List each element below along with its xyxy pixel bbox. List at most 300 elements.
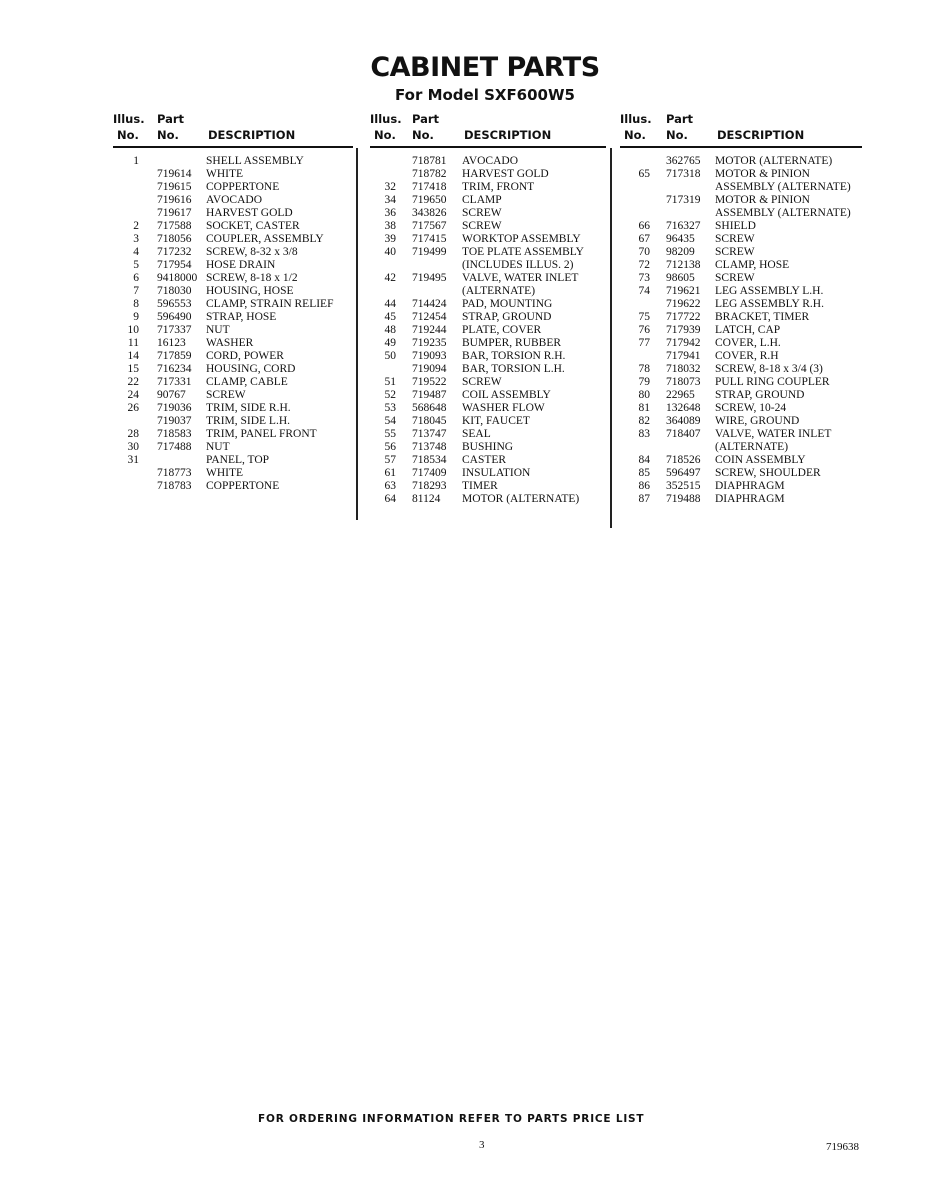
header-illus-1: Illus. [113, 112, 145, 126]
part-number: 717954 [157, 259, 192, 271]
part-number: 718407 [666, 428, 701, 440]
illus-number: 45 [384, 311, 396, 323]
part-number: 719244 [412, 324, 447, 336]
illus-number: 83 [638, 428, 650, 440]
description: CLAMP [462, 194, 502, 206]
part-number: 718583 [157, 428, 192, 440]
header-description: DESCRIPTION [717, 128, 805, 142]
table-row [620, 155, 862, 168]
table-row [113, 415, 353, 428]
part-number: 714424 [412, 298, 447, 310]
description: NUT [206, 324, 230, 336]
table-row [113, 194, 353, 207]
illus-number: 48 [384, 324, 396, 336]
table-row [620, 467, 862, 480]
header-part-1: Part [666, 112, 694, 126]
description: WHITE [206, 168, 244, 180]
description: SCREW [715, 246, 755, 258]
table-row [370, 220, 606, 233]
table-row [113, 155, 353, 168]
illus-number: 57 [384, 454, 396, 466]
parts-table [113, 155, 353, 493]
description: INSULATION [462, 467, 531, 479]
illus-number: 76 [638, 324, 650, 336]
description: COIL ASSEMBLY [462, 389, 551, 401]
description: PLATE, COVER [462, 324, 542, 336]
part-number: 719488 [666, 493, 701, 505]
description: STRAP, GROUND [715, 389, 805, 401]
part-number: 718781 [412, 155, 447, 167]
description: COVER, L.H. [715, 337, 781, 349]
table-row [113, 376, 353, 389]
illus-number: 39 [384, 233, 396, 245]
description: HARVEST GOLD [462, 168, 549, 180]
part-number: 716234 [157, 363, 192, 375]
description: WHITE [206, 467, 244, 479]
part-number: 96435 [666, 233, 695, 245]
part-number: 719499 [412, 246, 447, 258]
illus-number: 44 [384, 298, 396, 310]
illus-number: 8 [133, 298, 139, 310]
table-row [113, 363, 353, 376]
illus-number: 87 [638, 493, 650, 505]
description: PAD, MOUNTING [462, 298, 553, 310]
description: TRIM, FRONT [462, 181, 535, 193]
table-row [370, 376, 606, 389]
table-row [620, 441, 862, 454]
table-row [620, 311, 862, 324]
illus-number: 34 [384, 194, 396, 206]
table-row [620, 246, 862, 259]
parts-column-2 [370, 112, 606, 506]
illus-number: 50 [384, 350, 396, 362]
illus-number: 40 [384, 246, 396, 258]
part-number: 718030 [157, 285, 192, 297]
description: HOUSING, HOSE [206, 285, 294, 297]
part-number: 712454 [412, 311, 447, 323]
column-header [113, 112, 353, 148]
page-title: CABINET PARTS [370, 52, 600, 83]
table-row [620, 480, 862, 493]
description: COIN ASSEMBLY [715, 454, 806, 466]
description: COPPERTONE [206, 480, 280, 492]
table-row [113, 324, 353, 337]
part-number: 719614 [157, 168, 192, 180]
table-row [113, 272, 353, 285]
description: WORKTOP ASSEMBLY [462, 233, 581, 245]
part-number: 719621 [666, 285, 701, 297]
table-row [113, 337, 353, 350]
part-number: 364089 [666, 415, 701, 427]
description: HARVEST GOLD [206, 207, 293, 219]
illus-number: 66 [638, 220, 650, 232]
part-number: 596497 [666, 467, 701, 479]
table-row [370, 285, 606, 298]
part-number: 713747 [412, 428, 447, 440]
table-row [113, 246, 353, 259]
part-number: 719235 [412, 337, 447, 349]
description: TRIM, PANEL FRONT [206, 428, 317, 440]
description: ASSEMBLY (ALTERNATE) [715, 181, 851, 193]
description: SCREW, SHOULDER [715, 467, 821, 479]
table-row [620, 493, 862, 506]
description: COUPLER, ASSEMBLY [206, 233, 324, 245]
illus-number: 56 [384, 441, 396, 453]
illus-number: 81 [638, 402, 650, 414]
illus-number: 26 [127, 402, 139, 414]
description: BAR, TORSION L.H. [462, 363, 565, 375]
table-row [113, 350, 353, 363]
part-number: 718073 [666, 376, 701, 388]
description: TIMER [462, 480, 498, 492]
illus-number: 85 [638, 467, 650, 479]
parts-table [620, 155, 862, 506]
illus-number: 70 [638, 246, 650, 258]
parts-column-3 [620, 112, 862, 506]
description: CASTER [462, 454, 507, 466]
illus-number: 52 [384, 389, 396, 401]
part-number: 717337 [157, 324, 192, 336]
description: MOTOR (ALTERNATE) [715, 155, 833, 167]
part-number: 717318 [666, 168, 701, 180]
table-row [620, 220, 862, 233]
header-illus-2: No. [117, 128, 139, 142]
table-row [620, 207, 862, 220]
illus-number: 72 [638, 259, 650, 271]
table-row [620, 428, 862, 441]
description: COVER, R.H [715, 350, 779, 362]
part-number: 713748 [412, 441, 447, 453]
description: TOE PLATE ASSEMBLY [462, 246, 584, 258]
description: BUSHING [462, 441, 514, 453]
part-number: 719617 [157, 207, 192, 219]
description: MOTOR (ALTERNATE) [462, 493, 580, 505]
description: AVOCADO [462, 155, 519, 167]
part-number: 719650 [412, 194, 447, 206]
header-illus-2: No. [624, 128, 646, 142]
table-row [370, 155, 606, 168]
illus-number: 78 [638, 363, 650, 375]
part-number: 718293 [412, 480, 447, 492]
table-row [620, 324, 862, 337]
table-row [370, 337, 606, 350]
illus-number: 30 [127, 441, 139, 453]
illus-number: 53 [384, 402, 396, 414]
table-row [620, 363, 862, 376]
part-number: 718773 [157, 467, 192, 479]
part-number: 596553 [157, 298, 192, 310]
description: DIAPHRAGM [715, 480, 785, 492]
part-number: 22965 [666, 389, 695, 401]
description: SCREW, 8-18 x 3/4 (3) [715, 363, 823, 375]
description: (INCLUDES ILLUS. 2) [462, 259, 574, 271]
illus-number: 6 [133, 272, 139, 284]
description: KIT, FAUCET [462, 415, 530, 427]
illus-number: 79 [638, 376, 650, 388]
part-number: 596490 [157, 311, 192, 323]
table-row [620, 376, 862, 389]
description: CLAMP, STRAIN RELIEF [206, 298, 334, 310]
illus-number: 1 [133, 155, 139, 167]
illus-number: 82 [638, 415, 650, 427]
table-row [370, 168, 606, 181]
illus-number: 49 [384, 337, 396, 349]
description: SEAL [462, 428, 491, 440]
illus-number: 77 [638, 337, 650, 349]
illus-number: 22 [127, 376, 139, 388]
illus-number: 10 [127, 324, 139, 336]
part-number: 362765 [666, 155, 701, 167]
part-number: 717722 [666, 311, 701, 323]
part-number: 717859 [157, 350, 192, 362]
part-number: 718032 [666, 363, 701, 375]
part-number: 717331 [157, 376, 192, 388]
description: HOUSING, CORD [206, 363, 296, 375]
part-number: 568648 [412, 402, 447, 414]
table-row [620, 233, 862, 246]
illus-number: 7 [133, 285, 139, 297]
description: PANEL, TOP [206, 454, 270, 466]
part-number: 717232 [157, 246, 192, 258]
illus-number: 31 [127, 454, 139, 466]
header-description: DESCRIPTION [208, 128, 296, 142]
table-row [113, 454, 353, 467]
table-row [370, 441, 606, 454]
part-number: 717319 [666, 194, 701, 206]
column-header [620, 112, 862, 148]
part-number: 16123 [157, 337, 186, 349]
part-number: 712138 [666, 259, 701, 271]
part-number: 717418 [412, 181, 447, 193]
description: SCREW, 8-32 x 3/8 [206, 246, 298, 258]
description: SCREW [206, 389, 246, 401]
illus-number: 75 [638, 311, 650, 323]
table-row [370, 246, 606, 259]
illus-number: 73 [638, 272, 650, 284]
part-number: 717567 [412, 220, 447, 232]
table-row [370, 389, 606, 402]
illus-number: 24 [127, 389, 139, 401]
description: SCREW [462, 207, 502, 219]
table-row [370, 428, 606, 441]
header-part-2: No. [157, 128, 179, 142]
table-row [370, 207, 606, 220]
illus-number: 64 [384, 493, 396, 505]
table-row [113, 285, 353, 298]
table-row [620, 259, 862, 272]
part-number: 719037 [157, 415, 192, 427]
illus-number: 38 [384, 220, 396, 232]
illus-number: 84 [638, 454, 650, 466]
part-number: 719094 [412, 363, 447, 375]
part-number: 718045 [412, 415, 447, 427]
description: WASHER [206, 337, 254, 349]
part-number: 719615 [157, 181, 192, 193]
illus-number: 51 [384, 376, 396, 388]
illus-number: 80 [638, 389, 650, 401]
description: SCREW [462, 220, 502, 232]
column-divider [356, 148, 358, 520]
description: MOTOR & PINION [715, 168, 810, 180]
description: SOCKET, CASTER [206, 220, 300, 232]
table-row [370, 233, 606, 246]
illus-number: 86 [638, 480, 650, 492]
description: SCREW [715, 233, 755, 245]
illus-number: 32 [384, 181, 396, 193]
part-number: 718056 [157, 233, 192, 245]
description: LEG ASSEMBLY R.H. [715, 298, 824, 310]
part-number: 717409 [412, 467, 447, 479]
header-illus-1: Illus. [370, 112, 402, 126]
part-number: 98209 [666, 246, 695, 258]
part-number: 719495 [412, 272, 447, 284]
table-row [113, 220, 353, 233]
parts-table [370, 155, 606, 506]
part-number: 717415 [412, 233, 447, 245]
table-row [620, 337, 862, 350]
part-number: 718783 [157, 480, 192, 492]
description: LATCH, CAP [715, 324, 781, 336]
part-number: 717488 [157, 441, 192, 453]
table-row [620, 272, 862, 285]
table-row [620, 415, 862, 428]
table-row [370, 311, 606, 324]
table-row [370, 415, 606, 428]
description: WIRE, GROUND [715, 415, 800, 427]
description: WASHER FLOW [462, 402, 545, 414]
table-row [620, 181, 862, 194]
table-row [113, 168, 353, 181]
description: STRAP, GROUND [462, 311, 552, 323]
part-number: 719622 [666, 298, 701, 310]
header-part-2: No. [412, 128, 434, 142]
description: SCREW [462, 376, 502, 388]
table-row [620, 194, 862, 207]
table-row [370, 467, 606, 480]
part-number: 90767 [157, 389, 186, 401]
description: AVOCADO [206, 194, 263, 206]
illus-number: 5 [133, 259, 139, 271]
description: SHELL ASSEMBLY [206, 155, 304, 167]
description: ASSEMBLY (ALTERNATE) [715, 207, 851, 219]
part-number: 719093 [412, 350, 447, 362]
part-number: 719036 [157, 402, 192, 414]
illus-number: 4 [133, 246, 139, 258]
illus-number: 63 [384, 480, 396, 492]
illus-number: 74 [638, 285, 650, 297]
header-part-2: No. [666, 128, 688, 142]
illus-number: 3 [133, 233, 139, 245]
description: BAR, TORSION R.H. [462, 350, 566, 362]
description: PULL RING COUPLER [715, 376, 830, 388]
document-number: 719638 [826, 1141, 859, 1153]
description: LEG ASSEMBLY L.H. [715, 285, 824, 297]
table-row [113, 480, 353, 493]
part-number: 81124 [412, 493, 441, 505]
table-row [113, 402, 353, 415]
illus-number: 54 [384, 415, 396, 427]
part-number: 717939 [666, 324, 701, 336]
part-number: 352515 [666, 480, 701, 492]
table-row [113, 233, 353, 246]
table-row [113, 207, 353, 220]
table-row [620, 454, 862, 467]
header-part-1: Part [412, 112, 440, 126]
part-number: 719487 [412, 389, 447, 401]
illus-number: 67 [638, 233, 650, 245]
header-illus-2: No. [374, 128, 396, 142]
part-number: 717941 [666, 350, 701, 362]
table-row [370, 350, 606, 363]
part-number: 718534 [412, 454, 447, 466]
description: SCREW, 10-24 [715, 402, 787, 414]
description: CORD, POWER [206, 350, 284, 362]
description: COPPERTONE [206, 181, 280, 193]
illus-number: 65 [638, 168, 650, 180]
parts-column-1 [113, 112, 353, 493]
header-illus-1: Illus. [620, 112, 652, 126]
illus-number: 14 [127, 350, 139, 362]
description: STRAP, HOSE [206, 311, 277, 323]
header-part-1: Part [157, 112, 185, 126]
table-row [620, 168, 862, 181]
part-number: 718526 [666, 454, 701, 466]
description: MOTOR & PINION [715, 194, 810, 206]
table-row [113, 389, 353, 402]
part-number: 9418000 [157, 272, 198, 284]
table-row [620, 389, 862, 402]
description: SCREW [715, 272, 755, 284]
table-row [620, 402, 862, 415]
table-row [113, 441, 353, 454]
part-number: 718782 [412, 168, 447, 180]
illus-number: 9 [133, 311, 139, 323]
column-header [370, 112, 606, 148]
table-row [113, 181, 353, 194]
part-number: 132648 [666, 402, 701, 414]
illus-number: 28 [127, 428, 139, 440]
illus-number: 61 [384, 467, 396, 479]
description: HOSE DRAIN [206, 259, 276, 271]
table-row [620, 350, 862, 363]
table-row [370, 181, 606, 194]
description: CLAMP, CABLE [206, 376, 288, 388]
table-row [370, 272, 606, 285]
description: (ALTERNATE) [462, 285, 536, 297]
description: CLAMP, HOSE [715, 259, 790, 271]
illus-number: 42 [384, 272, 396, 284]
description: VALVE, WATER INLET [462, 272, 579, 284]
table-row [113, 298, 353, 311]
table-row [113, 311, 353, 324]
part-number: 719616 [157, 194, 192, 206]
description: TRIM, SIDE L.H. [206, 415, 291, 427]
ordering-note: FOR ORDERING INFORMATION REFER TO PARTS PRICE LIST [258, 1113, 645, 1125]
description: VALVE, WATER INLET [715, 428, 832, 440]
model-subtitle: For Model SXF600W5 [395, 86, 575, 104]
table-row [620, 298, 862, 311]
part-number: 717942 [666, 337, 701, 349]
part-number: 717588 [157, 220, 192, 232]
illus-number: 55 [384, 428, 396, 440]
table-row [620, 285, 862, 298]
column-divider [610, 148, 612, 528]
header-description: DESCRIPTION [464, 128, 552, 142]
illus-number: 15 [127, 363, 139, 375]
table-row [370, 454, 606, 467]
part-number: 716327 [666, 220, 701, 232]
description: BUMPER, RUBBER [462, 337, 562, 349]
